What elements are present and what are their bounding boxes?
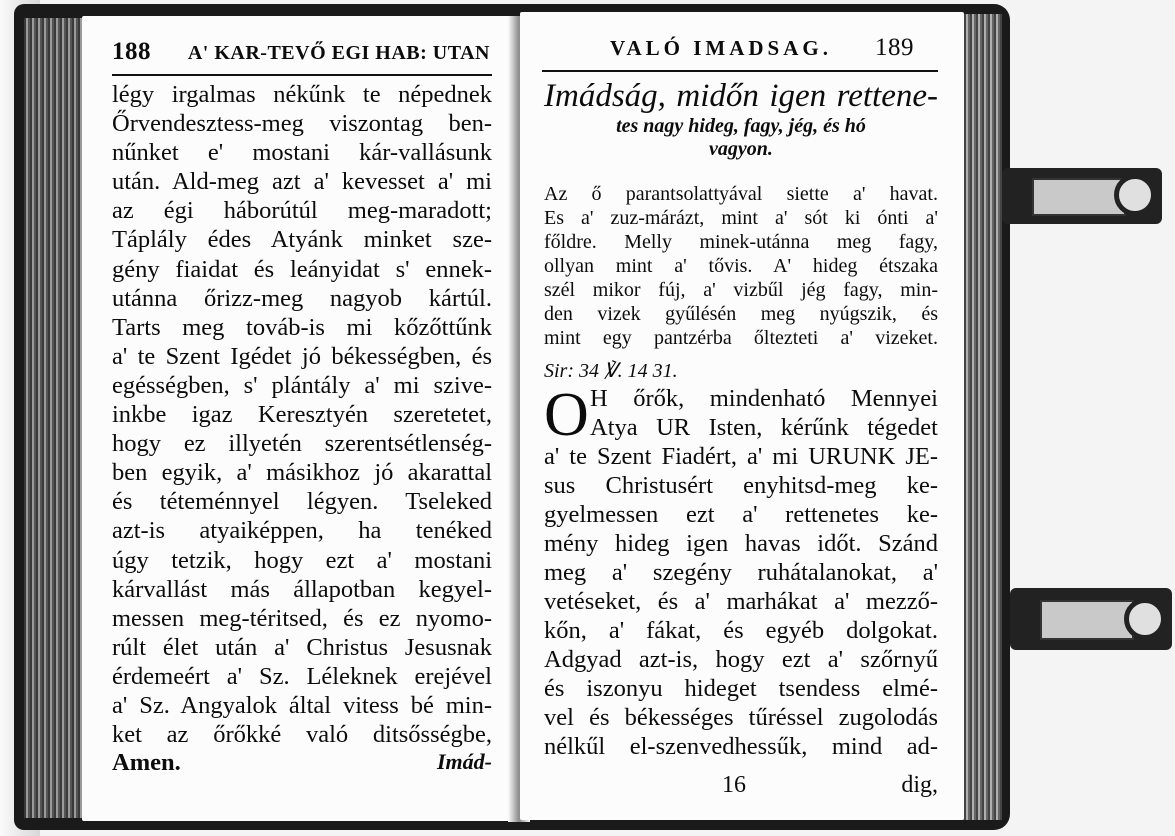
heading-line: tes nagy hideg, fagy, jég, és hó (616, 115, 866, 137)
verse-line: Az ő parantsolattyával siette a' havat. (544, 183, 938, 205)
prayer-line: Adgyad azt-is, hogy ezt a' szőrnyű (544, 646, 938, 673)
prayer-heading (544, 78, 938, 160)
verse-line: den vizek gyűlésén meg nyúgszik, és (544, 303, 938, 325)
text-line: utánna őrizz-meg nagyob kártúl. (112, 284, 492, 312)
prayer-line: Atya UR Isten, kérűnk tégedet (590, 414, 938, 441)
text-line: érdemeért a' Sz. Léleknek erejével (112, 662, 492, 690)
left-page-number: 188 (112, 38, 151, 65)
clasp-plate (1032, 178, 1126, 216)
prayer-line: kőn, a' fákat, és egyéb dolgokat. (544, 617, 938, 644)
text-line: azt-is atyaiképpen, ha tenéked (112, 517, 492, 545)
catchword: Imád- (437, 749, 492, 774)
prayer-line: és iszonyu hideget tsendess elmé- (544, 675, 938, 702)
header-rule (112, 74, 492, 76)
prayer-line: gyelmessen ezt a' rettenetes ke- (544, 501, 938, 528)
text-line: a' Sz. Angyalok által vitess bé min- (112, 691, 492, 719)
text-line: az égi háborútúl meg-maradott; (112, 197, 492, 225)
text-line: úgy tetzik, hogy ezt a' mostani (112, 546, 492, 574)
prayer-text (544, 381, 938, 761)
text-line: Táplály édes Atyánk minket sze- (112, 226, 492, 254)
drop-cap: O (544, 381, 589, 449)
right-page (520, 12, 964, 820)
left-page (82, 16, 516, 821)
upper-clasp (1002, 168, 1162, 224)
clasp-plate (1040, 600, 1134, 640)
text-line: légy irgalmas nékűnk te népednek (112, 81, 492, 108)
prayer-line: mény hideg igen havas időt. Szánd (544, 530, 938, 557)
prayer-line: vetéseket, és a' marhákat a' mezző- (544, 588, 938, 615)
right-running-head (610, 34, 914, 64)
clasp-knob (1114, 174, 1156, 216)
scripture-reference: Sir: 34 ℣. 14 31. (544, 360, 678, 382)
left-running-head (112, 38, 490, 68)
verse-line: ollyan mint a' tővis. A' hideg étszaka (544, 255, 938, 277)
left-body-text (112, 80, 492, 749)
text-line: Őrvendesztess-meg viszontag ben- (112, 110, 492, 138)
text-line: után. Ald-meg azt a' kevesset a' mi (112, 168, 492, 196)
text-line: hogy ez illyetén szerentsétlenség- (112, 430, 492, 458)
prayer-line: meg a' szegény ruhátalanokat, a' (544, 559, 938, 586)
heading-line: Imádság, midőn igen rettene- (544, 78, 938, 114)
prayer-line: H őrők, mindenható Mennyei (590, 385, 938, 412)
right-running-title: VALÓ IMADSAG. (610, 36, 832, 60)
text-line: a' te Szent Igédet jó békességben, és (112, 342, 492, 370)
left-running-title: A' KAR-TEVŐ EGI HAB: UTAN (187, 42, 490, 64)
prayer-line: nélkűl el-szenvedhessűk, mind ad- (544, 733, 938, 760)
prayer-line: a' te Szent Fiadért, a' mi URUNK JE- (544, 443, 938, 470)
text-line: messen meg-téritsed, és ez nyomo- (112, 604, 492, 632)
left-footer (112, 749, 492, 777)
text-line: ket az őrőkké való ditsősségbe, (112, 721, 492, 749)
clasp-knob (1124, 598, 1166, 640)
text-line: gény fiaidat és leányidat s' ennek- (112, 255, 492, 283)
heading-line: vagyon. (709, 138, 773, 160)
text-line: rúlt élet után a' Christus Jesusnak (112, 633, 492, 661)
lower-clasp (1010, 588, 1172, 650)
catchword: dig, (901, 772, 938, 798)
right-page-number: 189 (875, 34, 914, 61)
last-word: Amen. (112, 749, 181, 776)
text-line: Tarts meg továb-is mi kőzőttűnk (112, 313, 492, 341)
header-rule (542, 70, 938, 72)
text-line: egésségben, s' plántály a' mi szive- (112, 371, 492, 399)
signature-mark: 16 (722, 772, 746, 798)
verse-line: főldre. Melly minek-utánna meg fagy, (544, 231, 938, 253)
scripture-verse (544, 182, 938, 350)
verse-line: szél mikor fúj, a' vizbűl jég fagy, min- (544, 279, 938, 301)
prayer-line: sus Christusért enyhitsd-meg ke- (544, 472, 938, 499)
left-page-edges (24, 18, 86, 818)
text-line: inkbe igaz Keresztyén szeretetet, (112, 401, 492, 429)
prayer-line: vel és békességes tűréssel zugolodás (544, 704, 938, 731)
text-line: nűnket e' mostani kár-vallásunk (112, 139, 492, 167)
text-line: ben egyik, a' másikhoz jó akarattal (112, 459, 492, 487)
verse-line: Es a' zuz-márázt, mint a' sót ki ónti a' (544, 207, 938, 229)
text-line: kárvallást más állapotban kegyel- (112, 575, 492, 603)
verse-line: mint egy pantzérba őltezteti a' vizeket. (544, 327, 938, 349)
text-line: és téteménnyel légyen. Tseleked (112, 488, 492, 516)
